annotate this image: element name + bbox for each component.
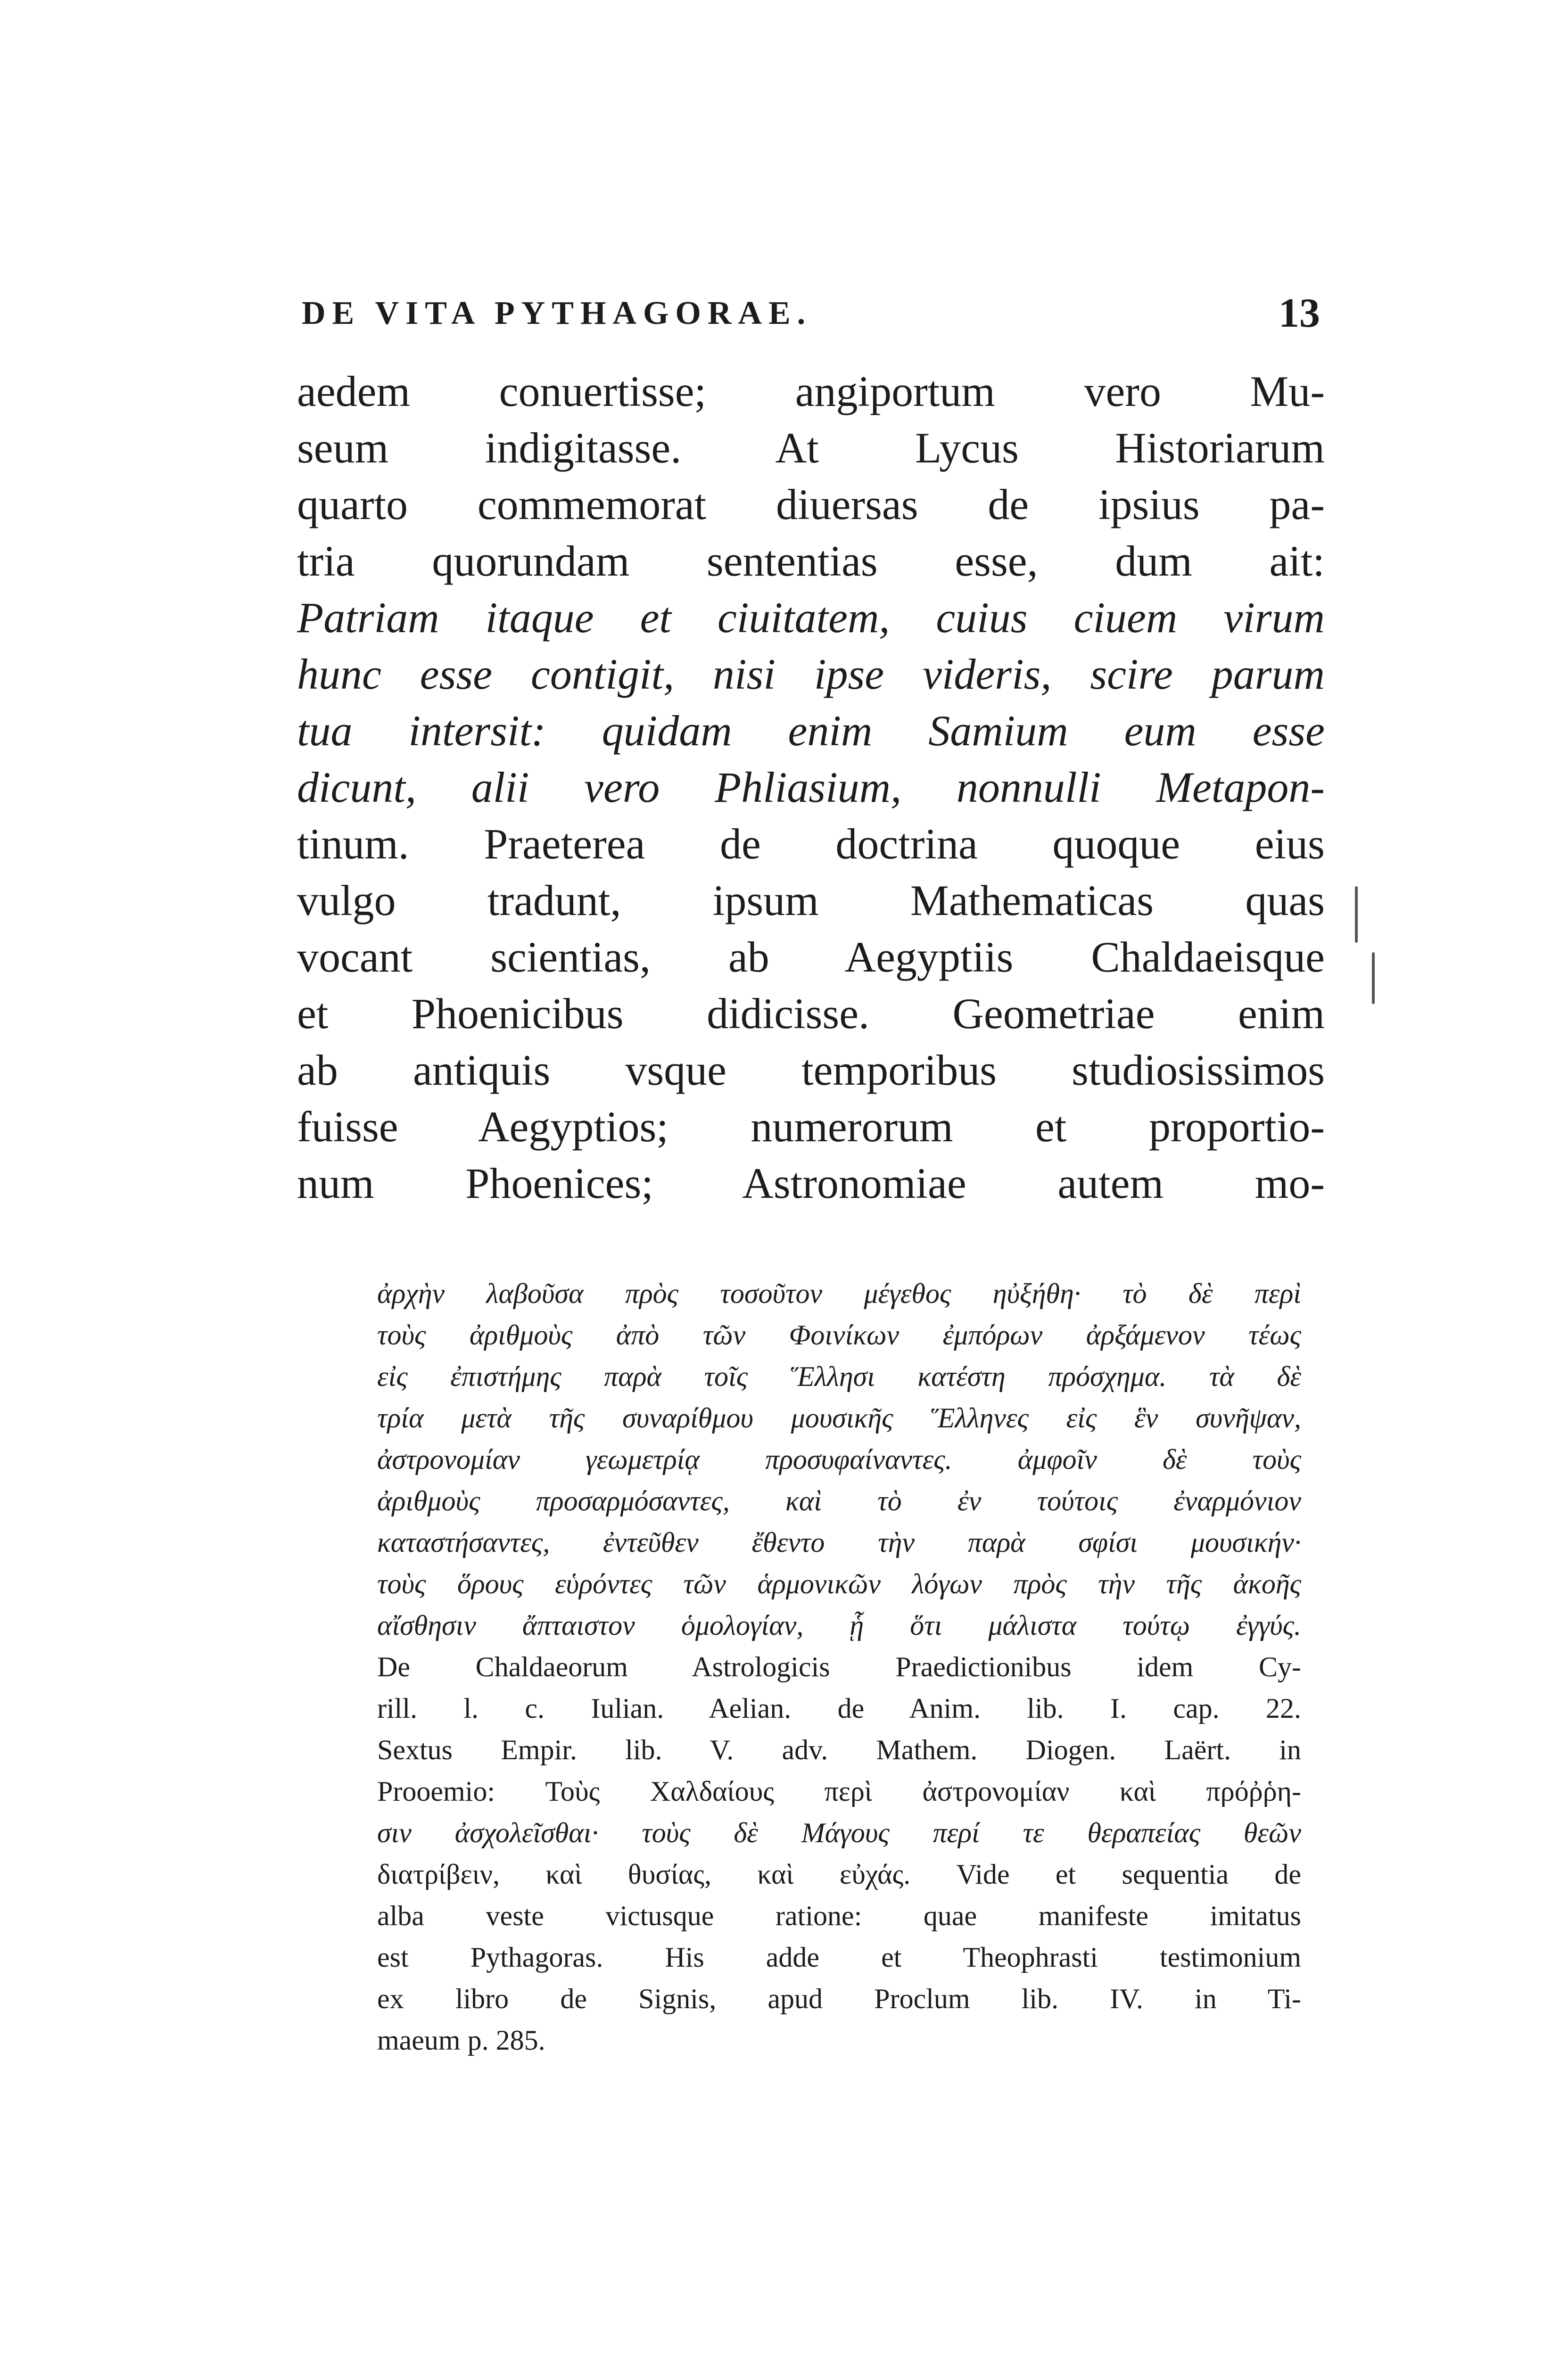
- main-text-line: hunc esse contigit, nisi ipse videris, scire parum: [297, 650, 1325, 698]
- main-text-line: tinum. Praeterea de doctrina quoque eius: [297, 820, 1325, 868]
- footnote: [377, 1273, 1301, 2061]
- footnote-line: ἀριθμοὺς προσαρμόσαντες, καὶ τὸ ἐν τούτοις ἐναρμόνιον: [377, 1485, 1301, 1516]
- footnote-line: τοὺς ὅρους εὑρόντες τῶν ἁρμονικῶν λόγων πρὸς τὴν τῆς ἀκοῆς: [377, 1568, 1301, 1599]
- footnote-line: αἴσθησιν ἄπταιστον ὁμολογίαν, ᾗ ὅτι μάλιστα τούτῳ ἐγγύς.: [377, 1610, 1301, 1641]
- main-text-line: quarto commemorat diuersas de ipsius pa-: [297, 480, 1325, 528]
- footnote-line: maeum p. 285.: [377, 2025, 545, 2056]
- main-text-line: vulgo tradunt, ipsum Mathematicas quas: [297, 876, 1325, 924]
- main-text-line: aedem conuertisse; angiportum vero Mu-: [297, 367, 1325, 415]
- main-text-line: et Phoenicibus didicisse. Geometriae enim: [297, 989, 1325, 1038]
- footnote-line: est Pythagoras. His adde et Theophrasti testimonium: [377, 1942, 1301, 1973]
- margin-rule: [1372, 952, 1375, 1004]
- footnote-line: Prooemio: Τοὺς Χαλδαίους περὶ ἀστρονομίαν καὶ πρόῤῥη-: [377, 1776, 1301, 1807]
- main-text-line: Patriam itaque et ciuitatem, cuius ciuem virum: [297, 593, 1325, 642]
- footnote-line: τρία μετὰ τῆς συναρίθμου μουσικῆς Ἕλληνες εἰς ἓν συνῆψαν,: [377, 1402, 1301, 1434]
- footnote-line: rill. l. c. Iulian. Aelian. de Anim. lib. I. cap. 22.: [377, 1693, 1301, 1724]
- main-text: [297, 363, 1325, 1211]
- footnote-line: De Chaldaeorum Astrologicis Praedictionibus idem Cy-: [377, 1651, 1301, 1682]
- main-text-line: num Phoenices; Astronomiae autem mo-: [297, 1159, 1325, 1207]
- main-text-line: ab antiquis vsque temporibus studiosissimos: [297, 1046, 1325, 1094]
- main-text-line: tria quorundam sententias esse, dum ait:: [297, 537, 1325, 585]
- page-number: 13: [1279, 290, 1320, 336]
- footnote-line: διατρίβειν, καὶ θυσίας, καὶ εὐχάς. Vide et sequentia de: [377, 1859, 1301, 1890]
- footnote-line: ex libro de Signis, apud Proclum lib. IV. in Ti-: [377, 1983, 1301, 2014]
- footnote-line: ἀστρονομίαν γεωμετρίᾳ προσυφαίναντες. ἀμφοῖν δὲ τοὺς: [377, 1444, 1301, 1475]
- running-head: [302, 288, 1320, 339]
- footnote-line: ἀρχὴν λαβοῦσα πρὸς τοσοῦτον μέγεθος ηὐξήθη· τὸ δὲ περὶ: [377, 1278, 1301, 1309]
- margin-rule: [1355, 886, 1358, 943]
- margin-marks: [1353, 886, 1381, 1028]
- main-text-line: dicunt, alii vero Phliasium, nonnulli Metapon-: [297, 763, 1325, 811]
- main-text-line: vocant scientias, ab Aegyptiis Chaldaeisque: [297, 933, 1325, 981]
- footnote-line: alba veste victusque ratione: quae manifeste imitatus: [377, 1900, 1301, 1931]
- running-title: DE VITA PYTHAGORAE.: [302, 295, 812, 331]
- footnote-line: τοὺς ἀριθμοὺς ἀπὸ τῶν Φοινίκων ἐμπόρων ἀρξάμενον τέως: [377, 1319, 1301, 1351]
- footnote-line: Sextus Empir. lib. V. adv. Mathem. Diogen. Laërt. in: [377, 1734, 1301, 1765]
- footnote-line: εἰς ἐπιστήμης παρὰ τοῖς Ἕλλησι κατέστη πρόσχημα. τὰ δὲ: [377, 1361, 1301, 1392]
- main-text-line: tua intersit: quidam enim Samium eum esse: [297, 707, 1325, 755]
- footnote-line: σιν ἀσχολεῖσθαι· τοὺς δὲ Μάγους περί τε θεραπείας θεῶν: [377, 1817, 1301, 1848]
- main-text-line: seum indigitasse. At Lycus Historiarum: [297, 424, 1325, 472]
- footnote-line: καταστήσαντες, ἐντεῦθεν ἔθεντο τὴν παρὰ σφίσι μουσικήν·: [377, 1527, 1301, 1558]
- main-text-line: fuisse Aegyptios; numerorum et proportio-: [297, 1103, 1325, 1151]
